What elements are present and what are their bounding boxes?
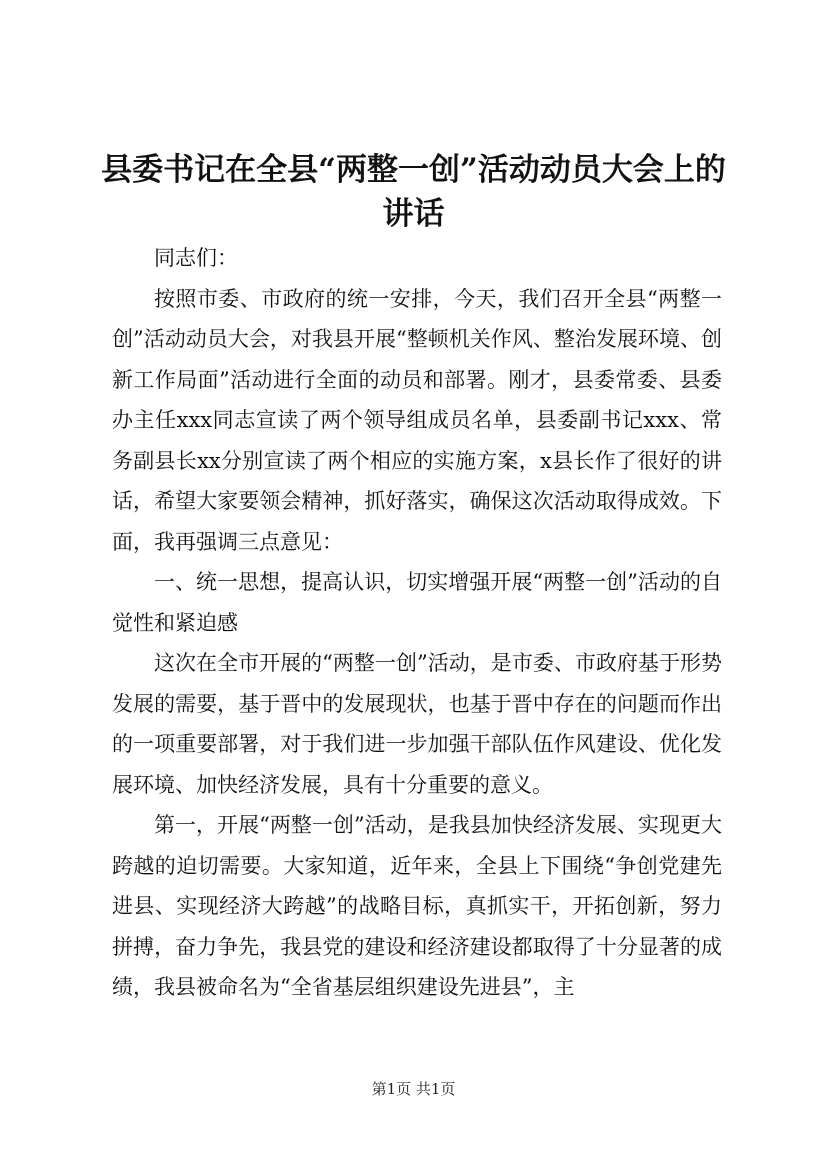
document-body — [112, 238, 722, 1008]
document-title: 县委书记在全县“两整一创”活动动员大会上的讲话 — [101, 152, 726, 232]
body-paragraph: 第一，开展“两整一创”活动，是我县加快经济发展、实现更大跨越的迫切需要。大家知道，近年来，全县上下围绕“争创党建先进县、实现经济大跨越”的战略目标，真抓实干，开拓创新，努力拼搏，奋力争先，我县党的建设和经济建设都取得了十分显著的成绩，我县被命名为“全省基层组织建设先进县”，主 — [112, 813, 722, 999]
greeting-paragraph: 同志们： — [154, 246, 238, 270]
body-paragraph: 按照市委、市政府的统一安排，今天，我们召开全县“两整一创”活动动员大会，对我县开展“整顿机关作风、整治发展环境、创新工作局面”活动进行全面的动员和部署。刚才，县委常委、县委办主任xxx同志宣读了两个领导组成员名单，县委副书记xxx、常务副县长xx分别宣读了两个相应的实施方案，x县长作了很好的讲话，希望大家要领会精神，抓好落实，确保这次活动取得成效。下面，我再强调三点意见： — [112, 286, 722, 554]
page-number-footer: 第1页 共1页 — [371, 1080, 456, 1098]
body-paragraph: 这次在全市开展的“两整一创”活动，是市委、市政府基于形势发展的需要，基于晋中的发展现状，也基于晋中存在的问题而作出的一项重要部署，对于我们进一步加强干部队伍作风建设、优化发展环境、加快经济发展，具有十分重要的意义。 — [112, 651, 722, 797]
section-heading: 一、统一思想，提高认识，切实增强开展“两整一创”活动的自觉性和紧迫感 — [112, 570, 722, 635]
